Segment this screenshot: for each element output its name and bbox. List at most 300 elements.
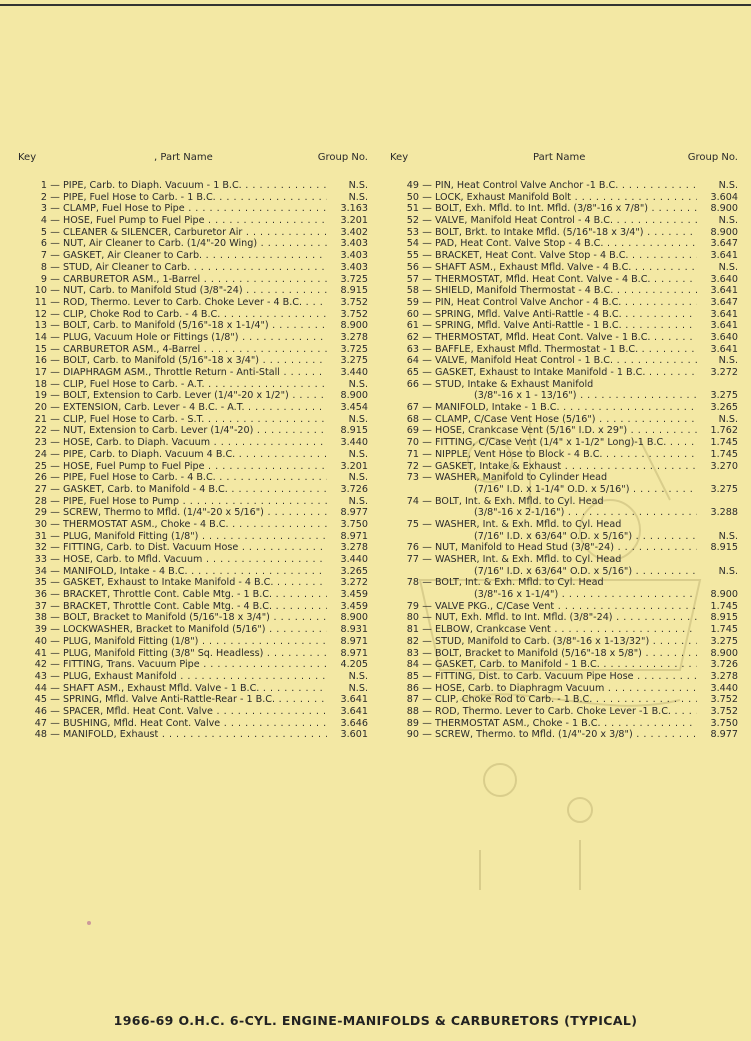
list-item	[390, 379, 738, 391]
item-part-name: CLIP, Fuel Hose to Carb. - S.T. . . .	[63, 414, 327, 426]
item-key: 41	[34, 647, 47, 659]
item-dash: —	[422, 554, 432, 565]
item-key: 39	[34, 624, 47, 636]
item-dash-blank	[419, 566, 435, 578]
item-dash: —	[50, 437, 60, 449]
item-group-no: 8.900	[710, 589, 738, 601]
item-dash-blank	[419, 484, 435, 496]
item-key: 20	[34, 402, 47, 414]
list-item	[390, 612, 738, 624]
item-part-spec: (7/16" I.D. x 63/64" O.D. x 5/16") . . .	[435, 531, 697, 543]
list-item	[18, 624, 368, 636]
item-key: 88	[406, 705, 419, 717]
item-dash: —	[422, 203, 432, 215]
item-group-no: 8.900	[710, 647, 738, 659]
item-group-no: 4.205	[340, 659, 368, 671]
list-item	[390, 215, 738, 227]
item-part-name: CARBURETOR ASM., 4-Barrel . . .	[63, 344, 327, 356]
item-group-no: 3.641	[710, 308, 738, 320]
item-dash: —	[422, 577, 432, 589]
group-no-header: Group No.	[317, 152, 368, 163]
item-part-spec: (3/8"-16 x 1-1/4") . . .	[435, 589, 697, 601]
item-group-no: N.S.	[348, 495, 368, 507]
item-group-no: N.S.	[718, 261, 738, 273]
item-key-blank	[390, 507, 419, 519]
item-dash: —	[50, 624, 60, 636]
item-group-no: 3.265	[710, 402, 738, 414]
list-item	[18, 238, 368, 250]
list-item	[18, 285, 368, 297]
item-key: 12	[34, 308, 47, 320]
item-part-name: BOLT, Exh. Mfld. to Int. Mfld. (3/8"-16 x 7/8") . . .	[435, 203, 697, 215]
item-key: 78	[406, 577, 419, 589]
list-item	[18, 367, 368, 379]
item-key: 72	[406, 460, 419, 472]
item-group-no: 3.641	[710, 320, 738, 332]
item-group-no: 3.726	[710, 659, 738, 671]
item-key: 61	[406, 320, 419, 332]
item-part-name: HOSE, Fuel Pump to Fuel Pipe . . .	[63, 461, 327, 473]
item-key: 56	[406, 261, 419, 273]
list-item	[18, 507, 368, 519]
item-key: 54	[406, 238, 419, 250]
item-key-blank	[390, 531, 419, 543]
list-item	[18, 531, 368, 543]
list-item-continuation	[390, 589, 738, 601]
item-dash: —	[50, 308, 60, 320]
item-part-name: BOLT, Bracket to Manifold (5/16"-18 x 5/8") . . .	[435, 648, 697, 660]
list-item	[390, 285, 738, 297]
item-key: 6	[40, 238, 47, 250]
item-key: 11	[34, 296, 47, 308]
list-item	[18, 250, 368, 262]
item-key: 25	[34, 460, 47, 472]
item-key: 75	[406, 518, 419, 530]
item-group-no: 8.931	[340, 624, 368, 636]
item-group-no	[697, 379, 738, 391]
item-part-name: BRACKET, Throttle Cont. Cable Mtg. - 1 B.C. . . .	[63, 589, 327, 601]
item-key: 79	[406, 600, 419, 612]
item-group-no: 3.270	[710, 460, 738, 472]
item-dash: —	[422, 367, 432, 378]
item-dash: —	[50, 717, 60, 729]
item-part-name: BOLT, Carb. to Manifold (5/16"-18 x 1-1/4") . . .	[63, 320, 327, 332]
item-part-name: HOSE, Fuel Pump to Fuel Pipe . . .	[63, 215, 327, 227]
item-key: 89	[406, 717, 419, 729]
item-group-no: 3.201	[340, 460, 368, 472]
item-part-name: MANIFOLD, Intake - 4 B.C. . . .	[63, 566, 327, 578]
item-dash: —	[422, 624, 432, 636]
item-dash: —	[50, 705, 60, 717]
item-part-name: WASHER, Int. & Exh. Mfld. to Cyl. Head	[435, 518, 622, 530]
item-part-name: GASKET, Air Cleaner to Carb. . . .	[63, 250, 327, 262]
item-group-no: 3.272	[710, 367, 738, 378]
item-part-name: BOLT, Int. & Exh. Mfld. to Cyl. Head	[435, 577, 604, 589]
item-part-name: FITTING, Dist. to Carb. Vacuum Pipe Hose . . .	[435, 671, 697, 683]
item-group-no: 3.640	[710, 331, 738, 343]
list-item	[18, 589, 368, 601]
item-part-name: LOCK, Exhaust Manifold Bolt . . .	[435, 192, 697, 204]
item-key: 45	[34, 694, 47, 706]
item-dash-blank	[419, 390, 435, 402]
item-group-no: 8.971	[340, 635, 368, 647]
item-dash: —	[422, 285, 432, 297]
item-group-no: 8.971	[340, 530, 368, 542]
item-dash: —	[422, 308, 432, 320]
item-part-name: THERMOSTAT, Mfld. Heat Cont. Valve - 4 B.C. . . .	[435, 274, 697, 286]
item-part-name: GASKET, Exhaust to Intake Manifold - 1 B.C. . . .	[435, 367, 697, 379]
item-part-name: PLUG, Manifold Fitting (3/8" Sq. Headless) . . .	[63, 648, 327, 660]
item-key: 74	[406, 495, 419, 507]
item-part-name: PLUG, Manifold Fitting (1/8") . . .	[63, 636, 327, 648]
list-item	[18, 636, 368, 648]
list-item	[18, 227, 368, 239]
item-dash: —	[422, 612, 432, 624]
item-part-name: SHAFT ASM., Exhaust Mfld. Valve - 4 B.C. . . .	[435, 262, 697, 274]
item-dash: —	[50, 226, 60, 238]
item-group-no: 3.275	[710, 635, 738, 647]
item-dash-blank	[419, 531, 435, 543]
item-key: 81	[406, 624, 419, 636]
list-item	[18, 262, 368, 274]
item-key: 84	[406, 659, 419, 671]
item-dash: —	[422, 495, 432, 507]
item-group-no: 3.403	[340, 238, 368, 250]
item-group-no: 3.647	[710, 296, 738, 308]
list-item	[18, 449, 368, 461]
list-item	[18, 519, 368, 531]
list-item	[18, 390, 368, 402]
item-group-no: N.S.	[348, 191, 368, 203]
item-part-name: PIPE, Carb. to Diaph. Vacuum - 1 B.C. . . .	[63, 180, 327, 192]
list-item	[390, 344, 738, 356]
item-group-no: 3.752	[340, 308, 368, 320]
item-key: 17	[34, 367, 47, 378]
item-dash: —	[50, 320, 60, 332]
item-part-name: SPACER, Mfld. Heat Cont. Valve . . .	[63, 706, 327, 718]
item-group-no: 1.745	[710, 448, 738, 460]
item-group-no: 3.440	[340, 367, 368, 378]
list-item	[18, 344, 368, 356]
list-item	[18, 648, 368, 660]
item-key: 69	[406, 425, 419, 437]
item-key: 62	[406, 331, 419, 343]
item-group-no: 3.641	[340, 705, 368, 717]
item-group-no: 3.272	[340, 577, 368, 589]
item-group-no: 3.278	[340, 331, 368, 343]
item-part-name: MANIFOLD, Intake - 1 B.C. . . .	[435, 402, 697, 414]
item-dash: —	[422, 261, 432, 273]
item-key: 85	[406, 670, 419, 682]
item-group-no: N.S.	[348, 670, 368, 682]
item-group-no: 3.725	[340, 273, 368, 285]
item-part-name: FITTING, Carb. to Dist. Vacuum Hose . . .	[63, 542, 327, 554]
item-part-name: BRACKET, Heat Cont. Valve Stop - 4 B.C. . . .	[435, 250, 697, 262]
list-item	[390, 461, 738, 473]
list-item	[18, 332, 368, 344]
item-part-name: SPRING, Mfld. Valve Anti-Rattle - 4 B.C. . . .	[435, 309, 697, 321]
list-item	[390, 414, 738, 426]
item-group-no: 3.725	[340, 343, 368, 355]
item-part-name: PIPE, Fuel Hose to Carb. - 1 B.C. . . .	[63, 192, 327, 204]
list-item	[390, 402, 738, 414]
item-key: 1	[40, 180, 47, 191]
item-part-name: BOLT, Extension to Carb. Lever (1/4"-20 x 1/2") . . .	[63, 390, 327, 402]
list-item	[390, 227, 738, 239]
item-group-no: 8.900	[340, 390, 368, 402]
list-item	[390, 425, 738, 437]
item-dash: —	[50, 191, 60, 203]
item-key: 50	[406, 191, 419, 203]
group-no-header: Group No.	[687, 152, 738, 163]
item-key: 83	[406, 647, 419, 659]
list-item	[18, 718, 368, 730]
list-item	[18, 484, 368, 496]
item-key: 18	[34, 378, 47, 390]
item-group-no: 3.726	[340, 483, 368, 495]
item-part-name: MANIFOLD, Exhaust . . .	[63, 729, 327, 741]
item-dash: —	[50, 402, 60, 414]
item-part-name: WASHER, Manifold to Cylinder Head	[435, 472, 608, 484]
list-item	[390, 601, 738, 613]
item-part-name: ROD, Thermo. Lever to Carb. Choke Lever -1 B.C. . . .	[435, 706, 697, 718]
item-dash: —	[50, 343, 60, 355]
item-group-no: 3.440	[340, 437, 368, 449]
list-item	[18, 437, 368, 449]
list-item	[390, 729, 738, 741]
item-group-no	[697, 496, 738, 508]
list-item	[18, 309, 368, 321]
item-dash: —	[50, 180, 60, 191]
item-key: 33	[34, 554, 47, 565]
item-part-name: STUD, Intake & Exhaust Manifold	[435, 378, 594, 390]
item-group-no: 3.163	[340, 203, 368, 215]
list-item	[18, 659, 368, 671]
item-group-no: 3.641	[340, 694, 368, 706]
list-item	[390, 449, 738, 461]
item-part-name: NUT, Exh. Mfld. to Int. Mfld. (3/8"-24) . . .	[435, 612, 697, 624]
item-dash: —	[50, 647, 60, 659]
item-key: 66	[406, 378, 419, 390]
item-part-spec: (7/16" I.D. x 63/64" O.D. x 5/16") . . .	[435, 566, 697, 578]
item-key: 51	[406, 203, 419, 215]
item-dash-blank	[419, 589, 435, 601]
item-dash: —	[422, 331, 432, 343]
item-dash: —	[50, 285, 60, 297]
list-item	[390, 671, 738, 683]
list-item	[390, 180, 738, 192]
item-part-name: PIN, Heat Control Valve Anchor -1 B.C. . . .	[435, 180, 697, 192]
item-dash: —	[422, 729, 432, 741]
list-item	[18, 320, 368, 332]
item-dash: —	[422, 180, 432, 191]
item-group-no: 3.752	[710, 694, 738, 706]
item-group-no: 8.900	[710, 226, 738, 238]
column-header	[18, 152, 368, 166]
item-dash: —	[422, 425, 432, 437]
item-part-name: HOSE, Carb. to Diaph. Vacuum . . .	[63, 437, 327, 449]
item-key: 14	[34, 331, 47, 343]
item-part-name: SCREW, Thermo to Mfld. (1/4"-20 x 5/16") . . .	[63, 507, 327, 519]
item-part-name: SPRING, Mfld. Valve Anti-Rattle - 1 B.C. . . .	[435, 320, 697, 332]
item-part-name: VALVE, Manifold Heat Control - 1 B.C. . . .	[435, 355, 697, 367]
item-part-name: BAFFLE, Exhaust Mfld. Thermostat - 1 B.C. . . .	[435, 344, 697, 356]
item-key-blank	[390, 566, 419, 578]
list-item	[390, 718, 738, 730]
item-part-name: PIPE, Fuel Hose to Pump . . .	[63, 496, 327, 508]
item-part-name: EXTENSION, Carb. Lever - 4 B.C. - A.T. . . .	[63, 402, 327, 414]
list-item	[390, 238, 738, 250]
item-key: 9	[40, 273, 47, 285]
item-dash: —	[50, 565, 60, 577]
list-item	[18, 414, 368, 426]
list-item	[390, 648, 738, 660]
item-group-no: N.S.	[718, 530, 738, 542]
item-key: 23	[34, 437, 47, 449]
item-key: 4	[40, 215, 47, 227]
item-key: 13	[34, 320, 47, 332]
item-dash: —	[50, 331, 60, 343]
item-key: 29	[34, 507, 47, 519]
item-part-name: THERMOSTAT ASM., Choke - 1 B.C. . . .	[435, 718, 697, 730]
item-dash: —	[422, 238, 432, 250]
list-item-continuation	[390, 484, 738, 496]
item-group-no: N.S.	[718, 565, 738, 577]
key-header: Key	[18, 152, 37, 163]
item-part-name: VALVE, Manifold Heat Control - 4 B.C. . . .	[435, 215, 697, 227]
item-part-name: SCREW, Thermo. to Mfld. (1/4"-20 x 3/8") . . .	[435, 729, 697, 741]
item-group-no: N.S.	[718, 355, 738, 367]
item-part-name: HOSE, Carb. to Mfld. Vacuum . . .	[63, 554, 327, 566]
item-group-no: N.S.	[718, 413, 738, 425]
item-group-no	[697, 472, 738, 484]
item-key: 44	[34, 682, 47, 694]
item-group-no: 8.971	[340, 647, 368, 659]
item-group-no	[697, 554, 738, 566]
item-part-name: BRACKET, Throttle Cont. Cable Mtg. - 4 B.C. . . .	[63, 601, 327, 613]
list-item	[18, 729, 368, 741]
item-group-no: 1.745	[710, 437, 738, 449]
item-dash: —	[50, 612, 60, 624]
item-key: 40	[34, 635, 47, 647]
item-part-name: PAD, Heat Cont. Valve Stop - 4 B.C. . . .	[435, 238, 697, 250]
list-item	[390, 297, 738, 309]
item-dash: —	[50, 460, 60, 472]
item-dash: —	[50, 577, 60, 589]
item-key-blank	[390, 484, 419, 496]
item-dash: —	[50, 250, 60, 262]
item-key: 55	[406, 250, 419, 262]
item-key: 43	[34, 670, 47, 682]
list-item	[18, 215, 368, 227]
item-key: 31	[34, 530, 47, 542]
list-item	[390, 519, 738, 531]
key-header: Key	[390, 152, 409, 163]
item-key: 59	[406, 296, 419, 308]
item-part-name: GASKET, Exhaust to Intake Manifold - 4 B.C. . . .	[63, 577, 327, 589]
item-dash: —	[50, 367, 60, 378]
item-key: 80	[406, 612, 419, 624]
item-key: 5	[40, 226, 47, 238]
item-key: 48	[34, 729, 47, 741]
item-group-no: 3.265	[340, 565, 368, 577]
item-part-name: PLUG, Manifold Fitting (1/8") . . .	[63, 531, 327, 543]
list-item	[18, 355, 368, 367]
item-part-name: NUT, Carb. to Manifold Stud (3/8"-24) . . .	[63, 285, 327, 297]
item-group-no: 3.278	[710, 670, 738, 682]
item-dash: —	[422, 635, 432, 647]
item-key: 10	[34, 285, 47, 297]
item-group-no: 8.900	[710, 203, 738, 215]
list-item	[390, 250, 738, 262]
item-part-name: BOLT, Carb. to Manifold (5/16"-18 x 3/4") . . .	[63, 355, 327, 367]
item-key: 8	[40, 261, 47, 273]
item-key: 21	[34, 413, 47, 425]
list-item	[18, 297, 368, 309]
item-part-name: FITTING, C/Case Vent (1/4" x 1-1/2" Long)-1 B.C. . . .	[435, 437, 697, 449]
list-item	[390, 203, 738, 215]
list-item	[18, 577, 368, 589]
item-dash: —	[50, 390, 60, 402]
item-dash: —	[50, 273, 60, 285]
item-key: 42	[34, 659, 47, 671]
item-part-spec: (7/16" I.D. x 1-1/4" O.D. x 5/16") . . .	[435, 484, 697, 496]
item-dash: —	[422, 402, 432, 414]
item-part-name: CARBURETOR ASM., 1-Barrel . . .	[63, 274, 327, 286]
item-key: 57	[406, 273, 419, 285]
item-part-name: NIPPLE, Vent Hose to Block - 4 B.C. . . .	[435, 449, 697, 461]
item-group-no: 8.977	[340, 507, 368, 519]
item-key: 24	[34, 448, 47, 460]
item-group-no: N.S.	[348, 413, 368, 425]
item-group-no: 3.647	[710, 238, 738, 250]
list-item	[390, 332, 738, 344]
item-key: 73	[406, 472, 419, 484]
item-key: 63	[406, 343, 419, 355]
item-part-name: ELBOW, Crankcase Vent . . .	[435, 624, 697, 636]
item-group-no: N.S.	[348, 448, 368, 460]
item-part-name: GASKET, Intake & Exhaust . . .	[435, 461, 697, 473]
item-dash: —	[422, 320, 432, 332]
item-group-no: N.S.	[348, 180, 368, 191]
item-dash: —	[422, 705, 432, 717]
item-dash: —	[422, 296, 432, 308]
list-item	[18, 612, 368, 624]
item-group-no: N.S.	[718, 215, 738, 227]
list-item	[390, 367, 738, 379]
item-dash: —	[50, 659, 60, 671]
list-item	[18, 379, 368, 391]
parts-column-left	[18, 152, 368, 741]
list-item	[390, 636, 738, 648]
item-part-name: CLIP, Choke Rod to Carb. - 4 B.C. . . .	[63, 309, 327, 321]
item-dash: —	[50, 238, 60, 250]
item-part-name: NUT, Manifold to Head Stud (3/8"-24) . . .	[435, 542, 697, 554]
item-part-name: CLAMP, C/Case Vent Hose (5/16") . . .	[435, 414, 697, 426]
item-group-no: 3.454	[340, 402, 368, 414]
item-dash: —	[50, 729, 60, 741]
list-item	[18, 192, 368, 204]
item-key: 38	[34, 612, 47, 624]
item-key: 64	[406, 355, 419, 367]
list-item-continuation	[390, 531, 738, 543]
list-item	[18, 274, 368, 286]
item-group-no: 3.641	[710, 343, 738, 355]
item-group-no: 1.762	[710, 425, 738, 437]
item-group-no: 8.915	[710, 542, 738, 554]
item-dash: —	[422, 518, 432, 530]
item-dash: —	[50, 215, 60, 227]
